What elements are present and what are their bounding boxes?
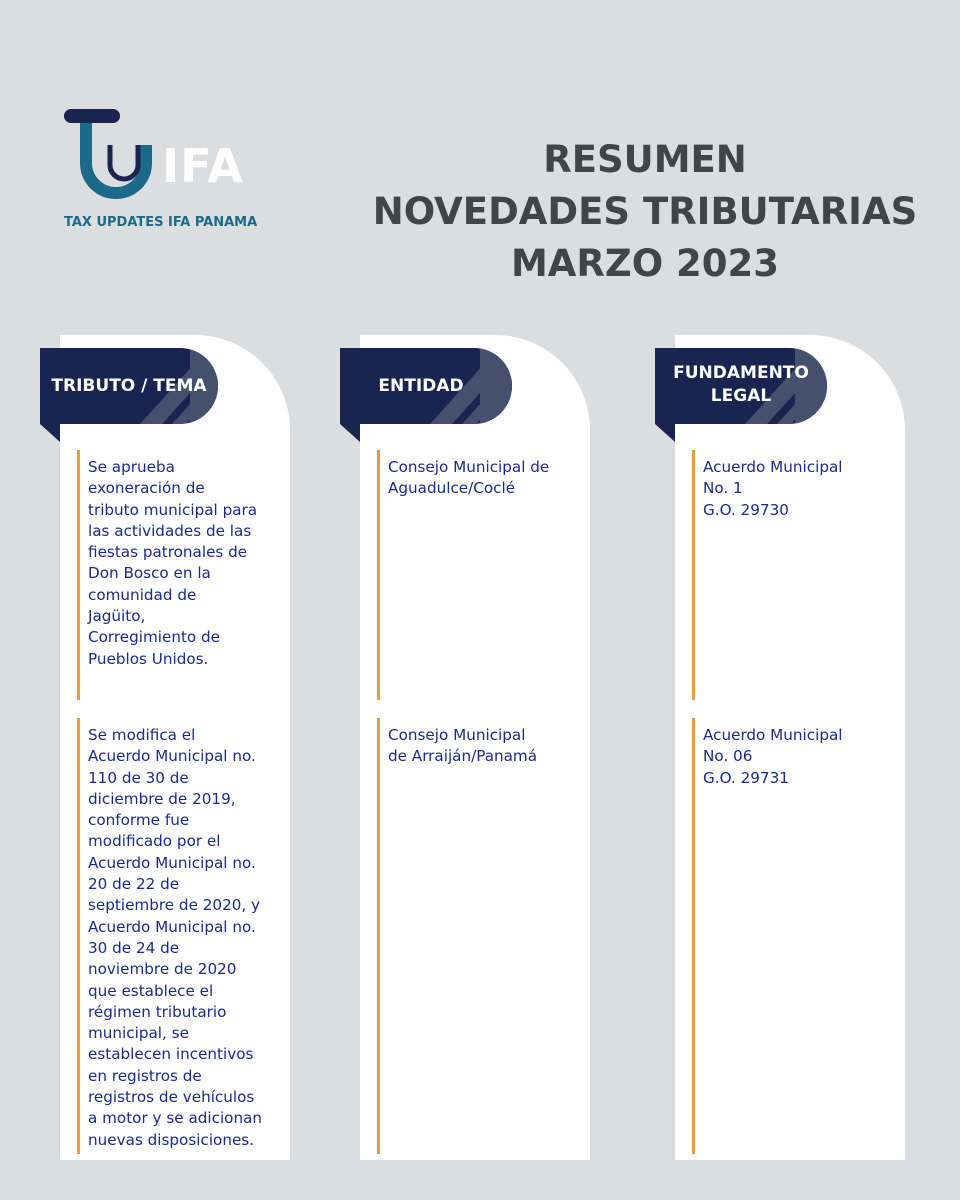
title-line-3: MARZO 2023 xyxy=(510,242,780,285)
row-2-tema xyxy=(77,718,278,1154)
row-1-fundamento xyxy=(692,450,893,700)
row-2-fundamento xyxy=(692,718,893,1154)
header-label: ENTIDAD xyxy=(378,375,464,396)
row-2-entidad xyxy=(377,718,578,1154)
logo-brand-text: IFA xyxy=(162,139,244,193)
entry-text: Se modifica el Acuerdo Municipal no. 110 de 30 de diciembre de 2019, conforme fue modificado por el Acuerdo Municipal no. 20 de 22 de septiembre de 2020, y Acuerdo Municipal no. 30 de 24 de noviembre de 2020 que establece el régimen tributario municipal, se establecen incentivos en registros de registros de vehículos a motor y se adicionan nuevas disposiciones. xyxy=(88,726,263,1149)
title-line-1: RESUMEN xyxy=(543,138,747,181)
logo-mark-icon xyxy=(60,105,170,210)
banner-fold xyxy=(40,424,60,442)
logo-tagline: TAX UPDATES IFA PANAMA xyxy=(64,215,258,230)
row-1-entidad xyxy=(377,450,578,700)
entry-text: Consejo Municipal de Arraiján/Panamá xyxy=(388,726,538,766)
banner-fold xyxy=(340,424,360,442)
header-label: FUNDAMENTO LEGAL xyxy=(673,363,809,406)
page-title xyxy=(360,134,930,290)
header-tributo-tema xyxy=(40,348,218,424)
title-line-2: NOVEDADES TRIBUTARIAS xyxy=(372,190,918,233)
entry-text: Se aprueba exoneración de tributo municipal para las actividades de las fiestas patronales de Don Bosco en la comunidad de Jagüito, Corregimiento de Pueblos Unidos. xyxy=(88,458,258,668)
header-entidad xyxy=(340,348,512,424)
entry-text: Consejo Municipal de Aguadulce/Coclé xyxy=(388,458,550,498)
banner-fold xyxy=(655,424,675,442)
header-label: TRIBUTO / TEMA xyxy=(51,375,207,396)
row-1-tema xyxy=(77,450,278,700)
ifa-logo xyxy=(60,105,260,235)
entry-text: Acuerdo Municipal No. 1 G.O. 29730 xyxy=(703,458,843,519)
entry-text: Acuerdo Municipal No. 06 G.O. 29731 xyxy=(703,726,843,787)
header-fundamento-legal xyxy=(655,348,827,424)
